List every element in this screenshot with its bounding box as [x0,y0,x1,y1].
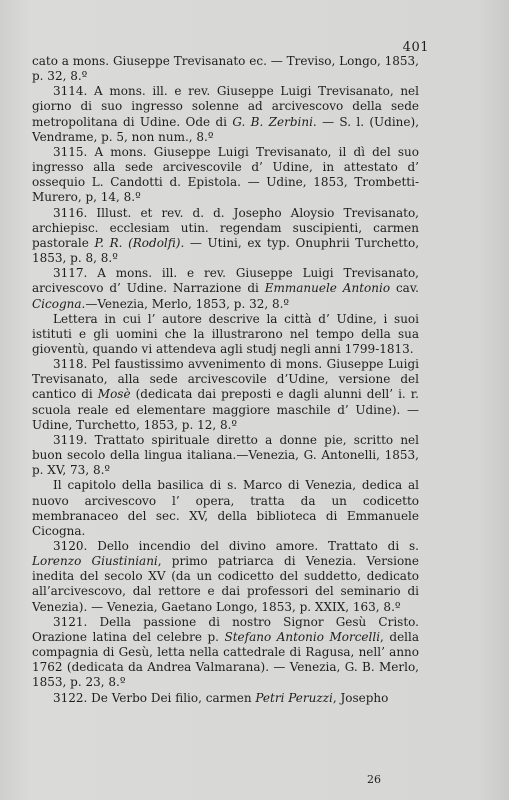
entry-text: 3119. Trattato spirituale diretto a donne pie, scritto nel buon secolo della lingua italiana.—Venezia, G. Antonelli, 1853, p. XV, 73, 8.º [32,432,419,478]
entry-text: cav. [390,281,419,296]
entry-text: 3117. A mons. ill. e rev. Giuseppe Luigi Trevisanato, arcivescovo d’ Udine. Narrazione di [32,266,419,296]
text-block [32,54,419,706]
entry-text: 3115. A mons. Giuseppe Luigi Trevisanato, il dì del suo ingresso alla sede arcivescovile d’ Udine, in attestato d’ ossequio L. Candotti d. Epistola. — Udine, 1853, Trombetti-Murero, p, 14, 8.º [32,144,419,205]
entry-text: cato a mons. Giuseppe Trevisanato ec. — Treviso, Longo, 1853, p. 32, 8.º [32,54,419,84]
bibliography-entry [32,266,419,311]
italic-text: Cicogna [32,296,82,311]
entry-text: Il capitolo della basilica di s. Marco di Venezia, dedica al nuovo arcivescovo l’ opera, tratta da un codicetto membranaceo del sec. XV, della biblioteca di Emmanuele Cicogna. [32,478,419,538]
bibliography-entry [32,206,419,267]
bibliography-entry [32,357,419,433]
entry-note [32,312,419,357]
bibliography-entry [32,539,419,615]
bibliography-entry [32,691,419,706]
signature-mark: 26 [367,773,381,786]
italic-text: Lorenzo Giustiniani [32,554,158,569]
entry-text: 3114. A mons. ill. e rev. Giuseppe Luigi Trevisanato, nel giorno di suo ingresso solenne ad arcivescovo della sede metropolitana di Udine. Ode di [32,84,419,129]
bibliography-entry [32,84,419,145]
entry-text: (dedicata dai preposti e dagli alunni dell’ i. r. scuola reale ed elementare maggiore maschile d’ Udine). — Udine, Turchetto, 1853, p. 12, 8.º [32,387,419,432]
italic-text: Mosè [97,387,131,402]
italic-text: G. B. Zerbini [232,114,313,129]
bibliography-entry [32,145,419,206]
page-number: 401 [402,40,429,55]
entry-text: 3122. De Verbo Dei filio, carmen [53,690,256,705]
entry-text: . — Utini, ex typ. Onuphrii Turchetto, 1853, p. 8, 8.º [32,235,420,266]
entry-text: 3121. Della passione di nostro Signor Gesù Cristo. Orazione latina del celebre p. [32,614,419,644]
entry-text: 3118. Pel faustissimo avvenimento di mons. Giuseppe Luigi Trevisanato, alla sede arcivescovile d’Udine, versione del cantico di [32,357,419,402]
entry-text: Lettera in cui l’ autore descrive la città d’ Udine, i suoi istituti e gli uomini che la illustrarono nel tempo della sua gioventù, quando vi attendeva agli studj negli anni 1799-1813. [32,311,419,356]
entry-text: . — S. l. (Udine), Vendrame, p. 5, non num., 8.º [32,114,420,144]
entry-text: 3116. Illust. et rev. d. d. Josepho Aloysio Trevisanato, archiepisc. ecclesiam utin. regendam suscipienti, carmen pastorale [32,205,419,250]
bibliography-entry [32,433,419,478]
italic-text: Stefano Antonio Morcelli [224,629,381,644]
bibliography-entry [32,615,419,691]
entry-text: , Josepho [332,690,389,705]
italic-text: Petri Peruzzi [255,690,333,705]
entry-text: , della compagnia di Gesù, letta nella cattedrale di Ragusa, nell’ anno 1762 (dedicata da Andrea Valmarana). — Venezia, G. B. Merlo, 1853, p. 23, 8.º [32,629,419,690]
italic-text: Emmanuele Antonio [264,281,391,296]
entry-continuation [32,54,419,84]
italic-text: P. R. (Rodolfi) [94,235,181,250]
entry-text: .—Venezia, Merlo, 1853, p. 32, 8.º [81,296,290,311]
entry-text: , primo patriarca di Venezia. Versione inedita del secolo XV (da un codicetto del suddetto, dedicato all’arcivescovo, dal rettore e dai professori del seminario di Venezia). — Venezia, Gaetano Longo, 1853, p. XXIX, 163, 8.º [32,554,419,614]
entry-text: 3120. Dello incendio del divino amore. Trattato di s. [53,539,419,553]
entry-note [32,478,419,539]
